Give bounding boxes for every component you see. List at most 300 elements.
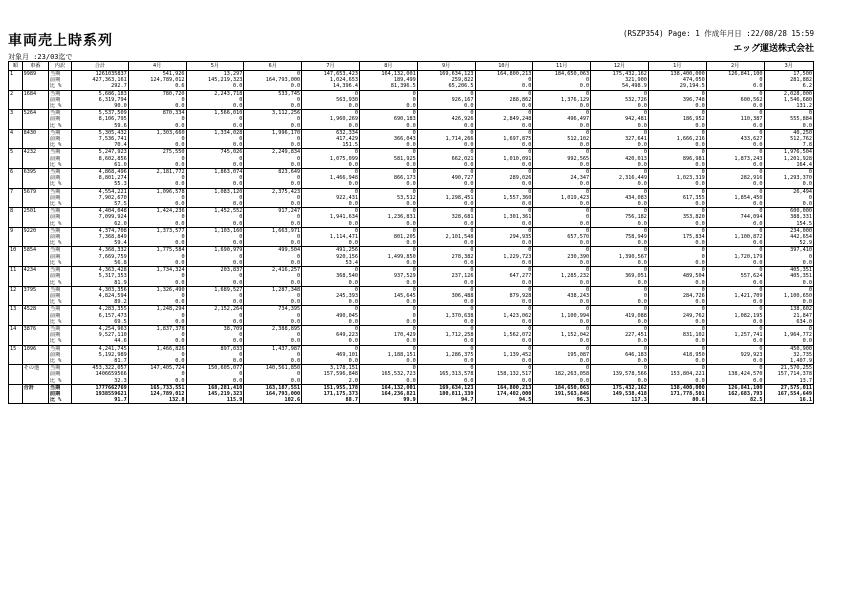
value-cell: 0.0 <box>648 123 706 130</box>
value-cell: 1,114,471 <box>302 234 360 240</box>
value-cell: 0.0 <box>706 240 764 247</box>
value-cell: 0.0 <box>591 201 649 208</box>
value-cell: 0.0 <box>533 299 591 306</box>
column-header: 7月 <box>302 62 360 71</box>
value-cell: 0 <box>359 129 417 136</box>
value-cell: 151.5 <box>302 142 360 149</box>
value-cell: 4,404,048 <box>72 208 129 215</box>
value-cell: 499,504 <box>244 247 302 254</box>
value-cell: 0 <box>359 286 417 293</box>
breakdown-label: 比 % <box>48 260 71 267</box>
value-cell: 0 <box>186 254 244 260</box>
value-cell: 490,727 <box>417 175 475 181</box>
value-cell: 165,733,551 <box>128 384 186 391</box>
target-month: 対象月 :23/03迄で <box>8 53 73 61</box>
column-header: 合計 <box>72 62 129 71</box>
value-cell: 0.0 <box>475 142 533 149</box>
value-cell: 0 <box>417 267 475 274</box>
value-cell: 418,950 <box>648 352 706 358</box>
vehicle-code-cell <box>22 240 48 247</box>
value-cell: 0.0 <box>648 260 706 267</box>
breakdown-label: 当期 <box>48 306 71 313</box>
value-cell: 922,431 <box>302 195 360 201</box>
value-cell: 0 <box>302 227 360 234</box>
value-cell: 0 <box>533 227 591 234</box>
value-cell: 157,714,378 <box>764 371 813 377</box>
value-cell: 1261035837 <box>72 71 129 78</box>
value-cell: 164,132,001 <box>359 71 417 78</box>
value-cell: 0 <box>359 306 417 313</box>
table-row <box>9 267 814 274</box>
value-cell: 0.0 <box>591 299 649 306</box>
value-cell: 171,175,373 <box>302 391 360 397</box>
breakdown-label: 前期 <box>48 352 71 358</box>
value-cell: 0 <box>764 254 813 260</box>
value-cell: 0 <box>128 352 186 358</box>
rank-cell: 11 <box>9 267 23 274</box>
value-cell: 175,432,162 <box>591 71 649 78</box>
value-cell: 5,317,353 <box>72 273 129 279</box>
value-cell: 0 <box>186 175 244 181</box>
value-cell: 0.0 <box>359 260 417 267</box>
value-cell: 0.0 <box>359 299 417 306</box>
value-cell: 328,681 <box>417 214 475 220</box>
value-cell: 0 <box>359 169 417 176</box>
value-cell: 1,546,680 <box>764 97 813 103</box>
value-cell: 420,013 <box>591 156 649 162</box>
value-cell: 0.0 <box>533 358 591 365</box>
value-cell: 0.0 <box>475 358 533 365</box>
value-cell: 13.7 <box>764 378 813 385</box>
value-cell: 0.0 <box>359 338 417 345</box>
value-cell: 0 <box>244 97 302 103</box>
value-cell: 0 <box>475 365 533 372</box>
value-cell: 0 <box>591 325 649 332</box>
value-cell: 81,396.5 <box>359 83 417 90</box>
value-cell: 2,152,264 <box>186 306 244 313</box>
vehicle-code-cell: 9220 <box>22 227 48 234</box>
value-cell: 0.0 <box>648 240 706 247</box>
breakdown-label: 前期 <box>48 293 71 299</box>
value-cell: 0.0 <box>186 319 244 326</box>
value-cell: 0.0 <box>417 201 475 208</box>
value-cell: 145,219,323 <box>186 391 244 397</box>
breakdown-label: 当期 <box>48 71 71 78</box>
value-cell: 0 <box>128 234 186 240</box>
value-cell: 110,387 <box>706 116 764 122</box>
value-cell: 0 <box>706 345 764 352</box>
value-cell: 0.0 <box>128 162 186 169</box>
value-cell: 0 <box>706 325 764 332</box>
rank-cell <box>9 162 23 169</box>
breakdown-label: 当期 <box>48 129 71 136</box>
value-cell: 0.0 <box>302 240 360 247</box>
value-cell: 0 <box>359 97 417 103</box>
value-cell: 154.5 <box>764 221 813 228</box>
value-cell: 0 <box>648 306 706 313</box>
breakdown-label: 比 % <box>48 299 71 306</box>
value-cell: 0.0 <box>186 240 244 247</box>
value-cell: 0.0 <box>302 358 360 365</box>
value-cell: 0.0 <box>764 338 813 345</box>
value-cell: 0.0 <box>475 240 533 247</box>
rank-cell <box>9 384 23 391</box>
value-cell: 170,429 <box>359 332 417 338</box>
value-cell: 0 <box>533 77 591 83</box>
value-cell: 0 <box>302 345 360 352</box>
value-cell: 0.0 <box>706 378 764 385</box>
breakdown-label: 当期 <box>48 384 71 391</box>
value-cell: 0 <box>648 110 706 117</box>
value-cell: 0 <box>648 254 706 260</box>
value-cell: 294,935 <box>475 234 533 240</box>
value-cell: 0.0 <box>591 338 649 345</box>
value-cell: 0 <box>648 227 706 234</box>
value-cell: 1,100,650 <box>764 293 813 299</box>
value-cell: 1,229,723 <box>475 254 533 260</box>
value-cell: 0 <box>475 227 533 234</box>
value-cell: 0 <box>591 267 649 274</box>
value-cell: 0 <box>302 188 360 195</box>
value-cell: 0 <box>475 325 533 332</box>
value-cell: 512,762 <box>764 136 813 142</box>
table-row <box>9 221 814 228</box>
value-cell: 174,402,000 <box>475 391 533 397</box>
value-cell: 2,388,895 <box>244 325 302 332</box>
value-cell: 0.0 <box>591 280 649 287</box>
value-cell: 0 <box>706 286 764 293</box>
value-cell: 29,194.5 <box>648 83 706 90</box>
value-cell: 3,112,256 <box>244 110 302 117</box>
value-cell: 9,527,110 <box>72 332 129 338</box>
column-header: 2月 <box>706 62 764 71</box>
value-cell: 0.0 <box>591 103 649 110</box>
value-cell: 0.0 <box>359 123 417 130</box>
value-cell: 1,697,875 <box>475 136 533 142</box>
value-cell: 1,666,216 <box>648 136 706 142</box>
value-cell: 0 <box>302 325 360 332</box>
value-cell: 1,734,324 <box>128 267 186 274</box>
value-cell: 1,334,028 <box>186 129 244 136</box>
value-cell: 0.0 <box>475 162 533 169</box>
value-cell: 734,395 <box>244 306 302 313</box>
value-cell: 1,376,129 <box>533 97 591 103</box>
value-cell: 1,298,451 <box>417 195 475 201</box>
value-cell: 0 <box>533 110 591 117</box>
value-cell: 0.0 <box>417 221 475 228</box>
value-cell: 0 <box>764 325 813 332</box>
value-cell: 0.0 <box>706 221 764 228</box>
value-cell: 0.0 <box>244 299 302 306</box>
value-cell: 65,206.5 <box>417 83 475 90</box>
value-cell: 14,396.4 <box>302 83 360 90</box>
value-cell: 0.0 <box>359 103 417 110</box>
value-cell: 0 <box>591 247 649 254</box>
value-cell: 0.0 <box>128 260 186 267</box>
value-cell: 2,316,449 <box>591 175 649 181</box>
value-cell: 1,326,490 <box>128 286 186 293</box>
value-cell: 0.0 <box>706 103 764 110</box>
value-cell: 0.0 <box>648 299 706 306</box>
value-cell: 0.0 <box>648 280 706 287</box>
value-cell: 433,627 <box>706 136 764 142</box>
value-cell: 1,423,062 <box>475 313 533 319</box>
value-cell: 870,334 <box>128 110 186 117</box>
value-cell: 1,286,375 <box>417 352 475 358</box>
value-cell: 532,726 <box>591 97 649 103</box>
value-cell: 0 <box>244 273 302 279</box>
value-cell: 0 <box>533 208 591 215</box>
value-cell: 94.7 <box>417 397 475 404</box>
value-cell: 275,550 <box>128 149 186 156</box>
value-cell: 186,952 <box>648 116 706 122</box>
value-cell: 306,488 <box>417 293 475 299</box>
breakdown-label: 比 % <box>48 142 71 149</box>
value-cell: 69.5 <box>72 319 129 326</box>
value-cell: 758,949 <box>591 234 649 240</box>
vehicle-code-cell <box>22 83 48 90</box>
value-cell: 397,410 <box>764 247 813 254</box>
value-cell: 1,100,994 <box>533 313 591 319</box>
value-cell: 1938559621 <box>72 391 129 397</box>
table-row <box>9 384 814 391</box>
value-cell: 140,561,850 <box>244 365 302 372</box>
breakdown-label: 前期 <box>48 175 71 181</box>
value-cell: 53,512 <box>359 195 417 201</box>
value-cell: 0.0 <box>302 123 360 130</box>
value-cell: 1,019,423 <box>533 195 591 201</box>
value-cell: 55.3 <box>72 181 129 188</box>
value-cell: 496,497 <box>533 116 591 122</box>
value-cell: 0 <box>417 149 475 156</box>
column-header: 9月 <box>417 62 475 71</box>
value-cell: 0 <box>186 214 244 220</box>
value-cell: 581,925 <box>359 156 417 162</box>
value-cell: 1,863,074 <box>186 169 244 176</box>
breakdown-label: 前期 <box>48 77 71 83</box>
value-cell: 0 <box>475 169 533 176</box>
rank-cell <box>9 358 23 365</box>
column-header: 車番 <box>22 62 48 71</box>
breakdown-label: 比 % <box>48 162 71 169</box>
value-cell: 0.0 <box>359 280 417 287</box>
value-cell: 6.2 <box>764 83 813 90</box>
value-cell: 0.0 <box>706 181 764 188</box>
value-cell: 5,686,183 <box>72 90 129 97</box>
breakdown-label: 前期 <box>48 254 71 260</box>
value-cell: 0 <box>128 97 186 103</box>
value-cell: 99.9 <box>359 397 417 404</box>
value-cell: 0.0 <box>417 299 475 306</box>
value-cell: 0.0 <box>417 240 475 247</box>
value-cell: 168,281,410 <box>186 384 244 391</box>
value-cell: 0 <box>706 208 764 215</box>
value-cell: 89.2 <box>72 299 129 306</box>
value-cell: 26,494 <box>764 188 813 195</box>
value-cell: 54,498.9 <box>591 83 649 90</box>
value-cell: 0 <box>244 156 302 162</box>
value-cell: 0 <box>417 286 475 293</box>
table-row <box>9 378 814 385</box>
value-cell: 249,762 <box>648 313 706 319</box>
value-cell: 0 <box>417 325 475 332</box>
rank-cell: 10 <box>9 247 23 254</box>
value-cell: 1,248,294 <box>128 306 186 313</box>
vehicle-code-cell <box>22 319 48 326</box>
value-cell: 1,964,772 <box>764 332 813 338</box>
value-cell: 90.0 <box>72 103 129 110</box>
value-cell: 0.0 <box>648 319 706 326</box>
value-cell: 1,373,577 <box>128 227 186 234</box>
value-cell: 744,094 <box>706 214 764 220</box>
value-cell: 0.0 <box>128 319 186 326</box>
value-cell: 388,331 <box>764 214 813 220</box>
value-cell: 0.0 <box>417 378 475 385</box>
value-cell: 442,654 <box>764 234 813 240</box>
value-cell: 896,981 <box>648 156 706 162</box>
value-cell: 0 <box>533 247 591 254</box>
value-cell: 150,605,077 <box>186 365 244 372</box>
value-cell: 1,562,072 <box>475 332 533 338</box>
value-cell: 7,536,741 <box>72 136 129 142</box>
value-cell: 0 <box>417 345 475 352</box>
value-cell: 6,319,794 <box>72 97 129 103</box>
table-row <box>9 338 814 345</box>
vehicle-code-cell <box>22 181 48 188</box>
value-cell: 182,263,058 <box>533 371 591 377</box>
value-cell: 0 <box>359 267 417 274</box>
value-cell: 0.0 <box>533 378 591 385</box>
value-cell: 17,500 <box>764 71 813 78</box>
value-cell: 0 <box>417 306 475 313</box>
value-cell: 405,351 <box>764 273 813 279</box>
rank-cell: 9 <box>9 227 23 234</box>
value-cell: 426,926 <box>417 116 475 122</box>
value-cell: 0.0 <box>533 240 591 247</box>
value-cell: 0 <box>186 234 244 240</box>
value-cell: 2,416,257 <box>244 267 302 274</box>
value-cell: 0.0 <box>186 338 244 345</box>
value-cell: 0 <box>244 214 302 220</box>
value-cell: 0 <box>648 247 706 254</box>
breakdown-label: 前期 <box>48 136 71 142</box>
value-cell: 0 <box>475 306 533 313</box>
table-row <box>9 169 814 176</box>
breakdown-label: 当期 <box>48 325 71 332</box>
value-cell: 662,021 <box>417 156 475 162</box>
value-cell: 438,243 <box>533 293 591 299</box>
value-cell: 259,822 <box>417 77 475 83</box>
value-cell: 0.0 <box>533 103 591 110</box>
value-cell: 0.0 <box>186 299 244 306</box>
value-cell: 0 <box>591 227 649 234</box>
value-cell: 2,181,772 <box>128 169 186 176</box>
value-cell: 0 <box>244 234 302 240</box>
value-cell: 0.0 <box>764 181 813 188</box>
value-cell: 145,219,323 <box>186 77 244 83</box>
breakdown-label: 当期 <box>48 267 71 274</box>
value-cell: 8,801,274 <box>72 175 129 181</box>
table-row <box>9 201 814 208</box>
value-cell: 0 <box>648 188 706 195</box>
column-header: 1月 <box>648 62 706 71</box>
value-cell: 0.0 <box>706 338 764 345</box>
value-cell: 32,735 <box>764 352 813 358</box>
table-row <box>9 162 814 169</box>
value-cell: 0 <box>706 169 764 176</box>
value-cell: 0.0 <box>706 260 764 267</box>
value-cell: 0.0 <box>648 201 706 208</box>
value-cell: 489,504 <box>648 273 706 279</box>
value-cell: 281,882 <box>764 77 813 83</box>
value-cell: 0 <box>475 267 533 274</box>
value-cell: 0 <box>186 313 244 319</box>
value-cell: 0.0 <box>244 83 302 90</box>
vehicle-code-cell: 5679 <box>22 188 48 195</box>
value-cell: 0.0 <box>302 201 360 208</box>
vehicle-code-cell: 9989 <box>22 71 48 78</box>
value-cell: 1,976,504 <box>764 149 813 156</box>
value-cell: 0 <box>648 129 706 136</box>
value-cell: 0.6 <box>128 83 186 90</box>
vehicle-code-cell <box>22 123 48 130</box>
rank-cell: 6 <box>9 169 23 176</box>
value-cell: 369,051 <box>591 273 649 279</box>
rank-cell: 2 <box>9 90 23 97</box>
value-cell: 533,745 <box>244 90 302 97</box>
value-cell: 917,247 <box>244 208 302 215</box>
value-cell: 139,578,566 <box>591 371 649 377</box>
value-cell: 0 <box>648 169 706 176</box>
value-cell: 0 <box>533 365 591 372</box>
value-cell: 1,714,266 <box>417 136 475 142</box>
value-cell: 0 <box>764 195 813 201</box>
value-cell: 1,566,010 <box>186 110 244 117</box>
value-cell: 164,132,001 <box>359 384 417 391</box>
value-cell: 0.0 <box>128 280 186 287</box>
value-cell: 16.1 <box>764 397 813 404</box>
value-cell: 0.0 <box>244 260 302 267</box>
value-cell: 0.0 <box>764 280 813 287</box>
value-cell: 491,256 <box>302 247 360 254</box>
vehicle-code-cell: 4232 <box>22 149 48 156</box>
value-cell: 165,313,578 <box>417 371 475 377</box>
value-cell: 38,709 <box>186 325 244 332</box>
value-cell: 57.5 <box>72 201 129 208</box>
value-cell: 434,083 <box>591 195 649 201</box>
value-cell: 234,000 <box>764 227 813 234</box>
breakdown-label: 当期 <box>48 188 71 195</box>
value-cell: 0 <box>302 90 360 97</box>
value-cell: 4,824,594 <box>72 293 129 299</box>
table-row <box>9 142 814 149</box>
value-cell: 0.0 <box>764 260 813 267</box>
value-cell: 0.0 <box>591 358 649 365</box>
value-cell: 1,103,160 <box>186 227 244 234</box>
value-cell: 0.0 <box>648 162 706 169</box>
value-cell: 44.6 <box>72 338 129 345</box>
value-cell: 1,854,450 <box>706 195 764 201</box>
value-cell: 0.0 <box>475 280 533 287</box>
value-cell: 0 <box>417 129 475 136</box>
value-cell: 0 <box>359 227 417 234</box>
breakdown-label: 前期 <box>48 391 71 397</box>
value-cell: 21,570,255 <box>764 365 813 372</box>
value-cell: 56.8 <box>72 260 129 267</box>
value-cell: 321,900 <box>591 77 649 83</box>
value-cell: 237,126 <box>417 273 475 279</box>
value-cell: 169,634,123 <box>417 71 475 78</box>
